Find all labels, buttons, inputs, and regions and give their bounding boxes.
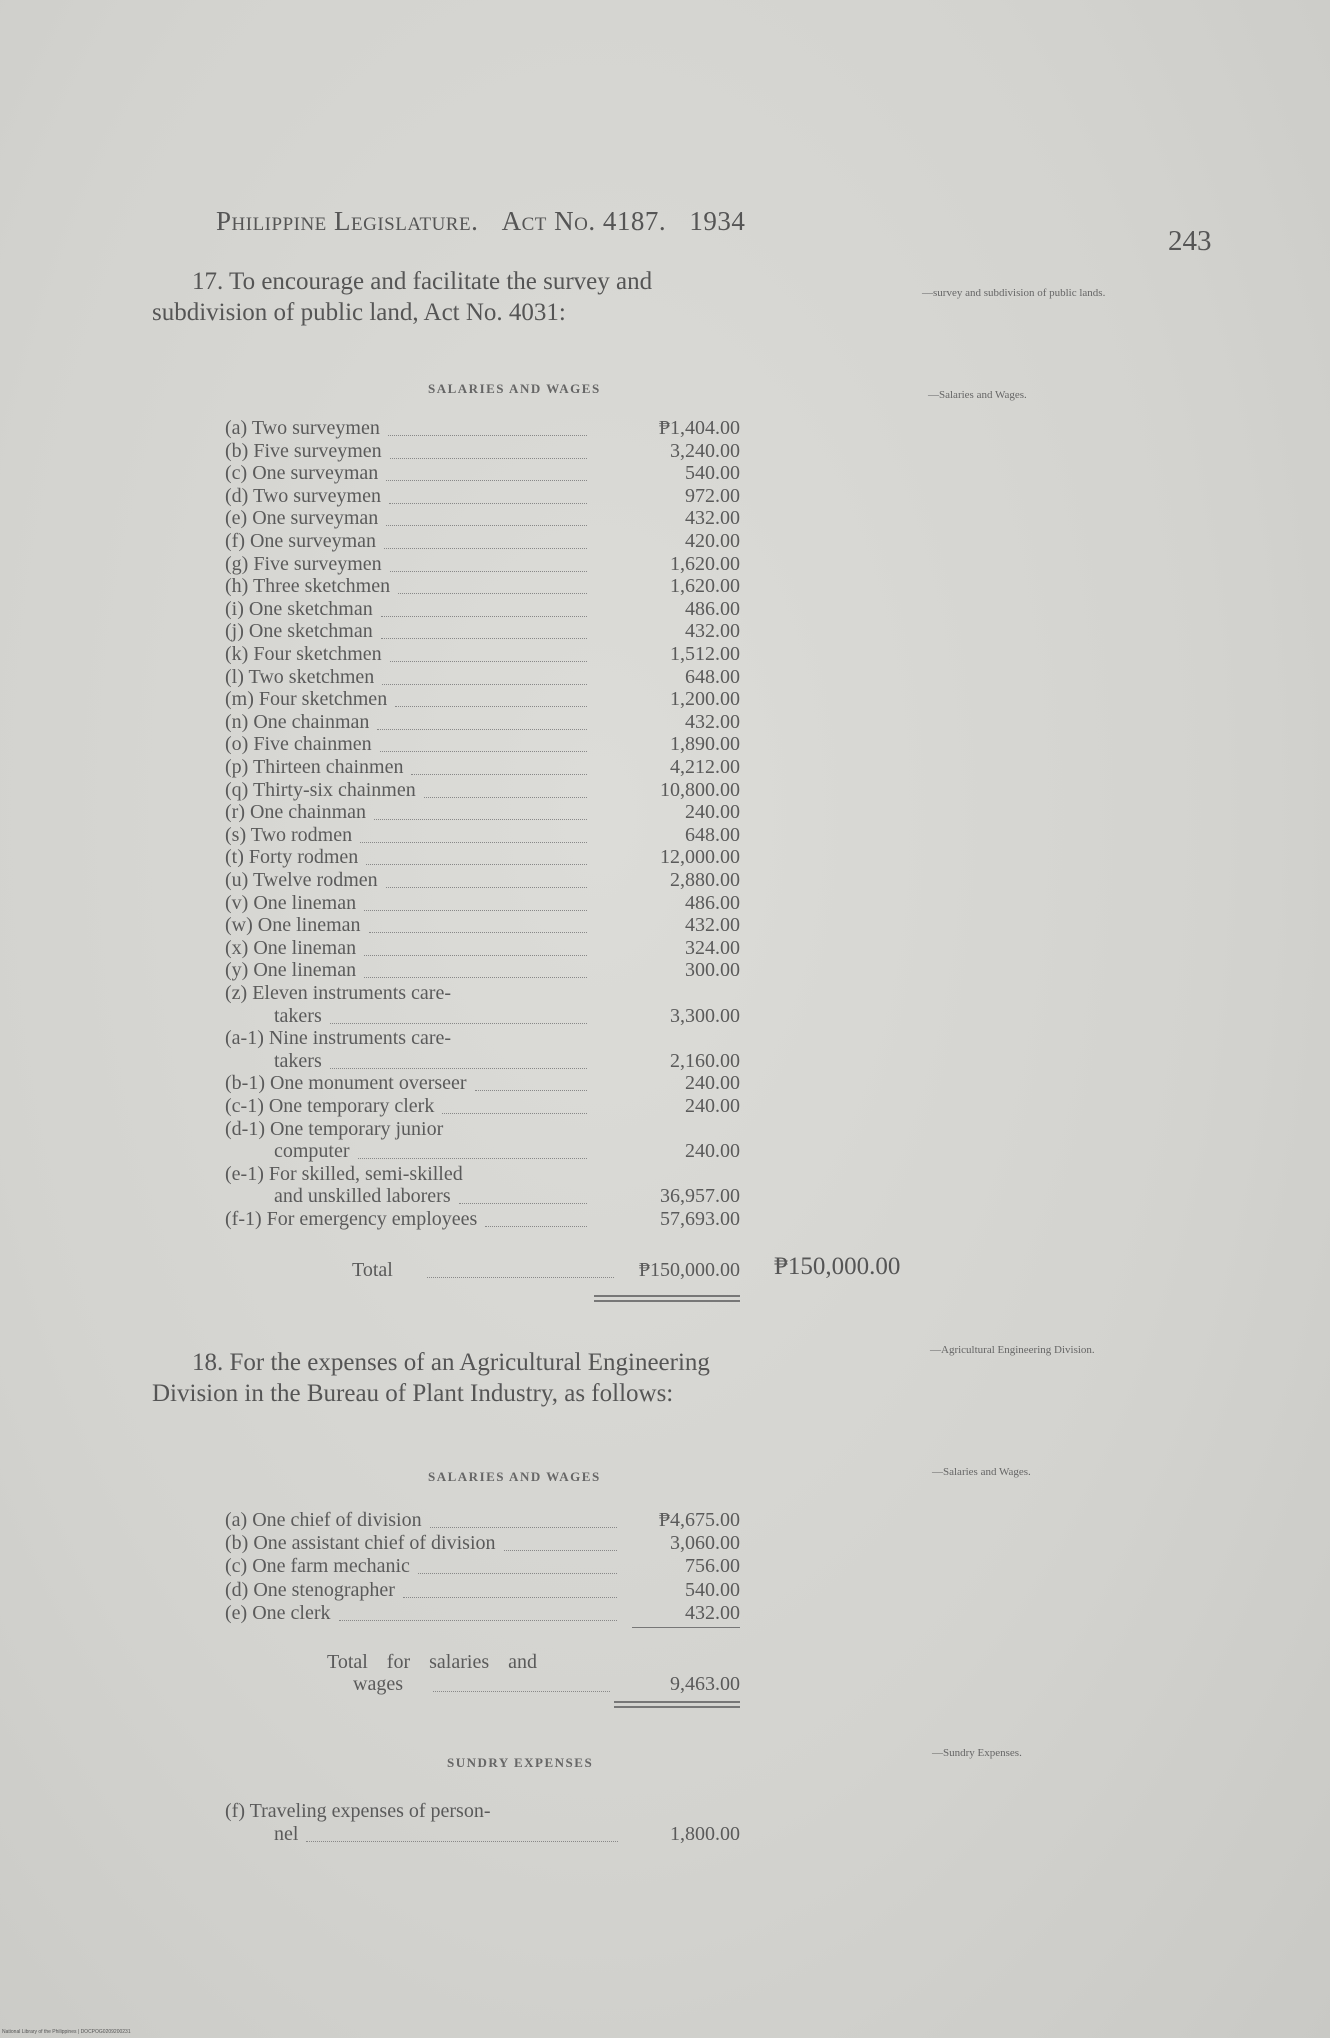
- line-item-amount: 432.00: [685, 710, 740, 733]
- leader-dots: [381, 638, 587, 639]
- total-double-rule-bottom: [614, 1706, 740, 1708]
- section-17-total-amount: ₱150,000.00: [638, 1259, 740, 1281]
- line-item-label: (p) Thirteen chainmen: [225, 756, 404, 778]
- section-17-total-row: [225, 1259, 740, 1282]
- line-item-amount: 3,240.00: [670, 439, 740, 462]
- line-item-amount: 648.00: [685, 665, 740, 688]
- total-double-rule-top: [594, 1295, 740, 1297]
- line-item-label: (d-1) One temporary junior: [225, 1117, 444, 1140]
- line-item-label: (e) One clerk: [225, 1601, 331, 1624]
- line-item: [225, 801, 740, 824]
- act-number: Act No. 4187.: [501, 206, 667, 236]
- line-item-label: (b) One assistant chief of division: [225, 1532, 496, 1555]
- leader-dots: [427, 1277, 614, 1278]
- line-item: [225, 598, 740, 621]
- line-item-amount: 1,620.00: [670, 552, 740, 575]
- total-double-rule-top: [614, 1701, 740, 1703]
- section-18-heading: SALARIES AND WAGES: [428, 1469, 601, 1484]
- line-item-label: (l) Two sketchmen: [225, 665, 375, 688]
- line-item-label: (b-1) One monument overseer: [225, 1072, 467, 1095]
- line-item-amount: 240.00: [685, 1072, 740, 1095]
- line-item-label: (z) Eleven instruments care-: [225, 982, 452, 1004]
- line-item-amount: 240.00: [685, 1095, 740, 1117]
- line-item: [225, 666, 740, 689]
- line-item: [225, 1072, 740, 1095]
- leader-dots: [504, 1550, 617, 1551]
- line-item: [225, 530, 740, 553]
- line-item: [225, 892, 740, 915]
- line-item-amount: 420.00: [685, 530, 740, 552]
- line-item: [225, 914, 740, 937]
- line-item-amount: 3,060.00: [670, 1532, 740, 1555]
- section-18-total-label-line2: wages: [353, 1673, 403, 1695]
- line-item-label-continued: takers: [274, 1049, 322, 1072]
- line-item-label: (q) Thirty-six chainmen: [225, 778, 416, 801]
- line-item-amount: 756.00: [685, 1555, 740, 1578]
- line-item-label-continued: computer: [274, 1140, 350, 1163]
- line-item-label: (f) Traveling expenses of person-: [225, 1800, 491, 1822]
- line-item: [225, 417, 740, 440]
- leader-dots: [430, 1527, 617, 1528]
- line-item-amount: 648.00: [685, 823, 740, 846]
- line-item-amount: ₱1,404.00: [658, 417, 740, 439]
- line-item-label: (c) One surveyman: [225, 462, 379, 485]
- line-item-label: (c) One farm mechanic: [225, 1555, 410, 1578]
- leader-dots: [424, 797, 587, 798]
- line-item-amount: 2,160.00: [670, 1049, 740, 1072]
- leader-dots: [330, 1068, 587, 1069]
- leader-dots: [403, 1597, 617, 1598]
- section-18-total-amount: 9,463.00: [670, 1673, 740, 1695]
- leader-dots: [374, 819, 587, 820]
- line-item-label: (o) Five chainmen: [225, 733, 372, 756]
- leader-dots: [366, 864, 587, 865]
- section-18-total-row-line1: [225, 1651, 740, 1674]
- leader-dots: [360, 842, 587, 843]
- line-item-label: (d) Two surveymen: [225, 484, 381, 507]
- line-item: [225, 462, 740, 485]
- line-item-label: (x) One lineman: [225, 936, 357, 959]
- line-item-amount: 2,880.00: [670, 869, 740, 891]
- line-item: [225, 711, 740, 734]
- line-item-label: (u) Twelve rodmen: [225, 869, 378, 891]
- line-item: [225, 824, 740, 847]
- line-item: [225, 1555, 740, 1578]
- line-item-amount: 432.00: [685, 1601, 740, 1624]
- line-item-amount: 972.00: [685, 484, 740, 507]
- line-item-label: (f) One surveyman: [225, 530, 377, 552]
- line-item-amount: 540.00: [685, 1578, 740, 1601]
- line-item-amount: 1,890.00: [670, 733, 740, 756]
- total-double-rule-bottom: [594, 1300, 740, 1302]
- section-18-total-row: [225, 1673, 740, 1696]
- line-item-label: (g) Five surveymen: [225, 552, 382, 575]
- leader-dots: [381, 616, 587, 617]
- line-item: [225, 869, 740, 892]
- line-item-label: (m) Four sketchmen: [225, 688, 388, 711]
- leader-dots: [382, 684, 587, 685]
- section-18-margin-title: —Agricultural Engineering Division.: [930, 1344, 1095, 1356]
- leader-dots: [418, 1573, 617, 1574]
- section-18-intro: 18. For the expenses of an Agricultural Engineering Division in the Bureau of Plant Industry, as follows:: [152, 1349, 710, 1407]
- leader-dots: [433, 1691, 610, 1692]
- subtotal-rule: [632, 1627, 740, 1628]
- section-18-margin-heading: —Salaries and Wages.: [932, 1466, 1031, 1478]
- leader-dots: [386, 525, 587, 526]
- line-item-label: (s) Two rodmen: [225, 823, 353, 846]
- line-item: [225, 1117, 740, 1163]
- line-item: [225, 937, 740, 960]
- line-item-label: (f-1) For emergency employees: [225, 1208, 478, 1230]
- page-number: 243: [1168, 225, 1212, 257]
- section-17-grand-total: ₱150,000.00: [774, 1253, 901, 1280]
- line-item: [225, 643, 740, 666]
- line-item-label: (w) One lineman: [225, 914, 361, 937]
- sundry-expenses-heading: SUNDRY EXPENSES: [447, 1755, 594, 1770]
- line-item-label: (k) Four sketchmen: [225, 643, 382, 665]
- line-item-label: (y) One lineman: [225, 959, 357, 982]
- line-item-amount: 486.00: [685, 891, 740, 914]
- line-item-label: (v) One lineman: [225, 891, 357, 914]
- line-item-amount: ₱4,675.00: [658, 1509, 740, 1531]
- line-item-label: (t) Forty rodmen: [225, 846, 359, 869]
- line-item-amount: 486.00: [685, 597, 740, 620]
- line-item: [225, 959, 740, 982]
- line-item-amount: 1,200.00: [670, 688, 740, 711]
- line-item: [225, 846, 740, 869]
- line-item: [225, 507, 740, 530]
- section-17-margin-heading: —Salaries and Wages.: [928, 389, 1027, 401]
- section-17-margin-title: —survey and subdivision of public lands.: [922, 287, 1106, 299]
- line-item-amount: 432.00: [685, 620, 740, 643]
- leader-dots: [369, 932, 587, 933]
- line-item-amount: 1,512.00: [670, 643, 740, 665]
- line-item: [225, 1602, 740, 1625]
- line-item: [225, 1027, 740, 1072]
- line-item: [225, 575, 740, 598]
- line-item-amount: 432.00: [685, 914, 740, 937]
- leader-dots: [364, 910, 587, 911]
- line-item: [225, 982, 740, 1027]
- line-item-amount: 540.00: [685, 462, 740, 485]
- line-item-amount: 57,693.00: [660, 1208, 740, 1230]
- leader-dots: [475, 1090, 587, 1091]
- section-17-total-label: Total: [352, 1259, 393, 1281]
- line-item-label: (b) Five surveymen: [225, 439, 382, 462]
- section-18-total-label-line1: Total for salaries and: [327, 1651, 537, 1673]
- section-17-heading: SALARIES AND WAGES: [428, 381, 601, 396]
- line-item-label: (j) One sketchman: [225, 620, 373, 643]
- line-item: [225, 733, 740, 756]
- line-item: [225, 779, 740, 802]
- line-item: [225, 1162, 740, 1208]
- line-item: [225, 1532, 740, 1555]
- line-item-label-continued: and unskilled laborers: [274, 1185, 451, 1208]
- line-item-label: (d) One stenographer: [225, 1578, 395, 1601]
- leader-dots: [389, 503, 587, 504]
- leader-dots: [386, 480, 587, 481]
- leader-dots: [339, 1620, 617, 1621]
- line-item-amount: 12,000.00: [660, 846, 740, 869]
- line-item-amount: 240.00: [685, 801, 740, 824]
- line-item-label: (c-1) One temporary clerk: [225, 1095, 435, 1117]
- line-item-label: (a) One chief of division: [225, 1509, 422, 1531]
- leader-dots: [330, 1023, 587, 1024]
- line-item-amount: 36,957.00: [660, 1185, 740, 1208]
- line-item-amount: 1,620.00: [670, 575, 740, 598]
- leader-dots: [380, 751, 587, 752]
- leader-dots: [442, 1113, 587, 1114]
- line-item: [225, 620, 740, 643]
- line-item-amount: 300.00: [685, 959, 740, 982]
- running-head-title: Philippine Legislature.: [216, 206, 479, 236]
- line-item: [225, 756, 740, 779]
- line-item-label: (a) Two surveymen: [225, 417, 380, 439]
- leader-dots: [364, 977, 587, 978]
- line-item-label: (a-1) Nine instruments care-: [225, 1027, 452, 1050]
- line-item-label-continued: nel: [274, 1823, 299, 1845]
- section-17-intro: 17. To encourage and facilitate the survey and subdivision of public land, Act No. 4031:: [152, 268, 653, 326]
- leader-dots: [390, 458, 587, 459]
- line-item: [225, 1208, 740, 1231]
- line-item: [225, 485, 740, 508]
- leader-dots: [395, 706, 587, 707]
- leader-dots: [485, 1226, 587, 1227]
- leader-dots: [459, 1203, 587, 1204]
- line-item-label-continued: takers: [274, 1004, 322, 1027]
- line-item-amount: 240.00: [685, 1140, 740, 1163]
- line-item-amount: 1,800.00: [670, 1823, 740, 1845]
- line-item-amount: 432.00: [685, 507, 740, 530]
- line-item-amount: 4,212.00: [670, 756, 740, 778]
- footer-credit: National Library of the Philippines | DOCPOG0209200231: [2, 2029, 131, 2035]
- leader-dots: [377, 729, 587, 730]
- leader-dots: [390, 571, 587, 572]
- line-item: [225, 688, 740, 711]
- leader-dots: [386, 887, 587, 888]
- line-item-label: (i) One sketchman: [225, 597, 373, 620]
- sundry-expenses-margin: —Sundry Expenses.: [932, 1747, 1022, 1759]
- line-item-amount: 3,300.00: [670, 1004, 740, 1027]
- line-item-label: (e) One surveyman: [225, 507, 379, 530]
- line-item: [225, 1509, 740, 1532]
- leader-dots: [384, 548, 587, 549]
- leader-dots: [388, 435, 587, 436]
- line-item: [225, 553, 740, 576]
- leader-dots: [390, 661, 587, 662]
- line-item-label: (h) Three sketchmen: [225, 575, 391, 598]
- act-year: 1934: [689, 206, 746, 236]
- leader-dots: [398, 593, 587, 594]
- line-item: [225, 1579, 740, 1602]
- line-item: [225, 440, 740, 463]
- line-item-label: (n) One chainman: [225, 710, 370, 733]
- line-item-label: (r) One chainman: [225, 801, 367, 824]
- leader-dots: [364, 955, 587, 956]
- line-item-amount: 10,800.00: [660, 778, 740, 801]
- line-item-amount: 324.00: [685, 936, 740, 959]
- line-item: [225, 1800, 740, 1845]
- line-item-label: (e-1) For skilled, semi-skilled: [225, 1162, 463, 1185]
- leader-dots: [306, 1841, 618, 1842]
- leader-dots: [358, 1158, 587, 1159]
- running-header: [216, 206, 745, 237]
- leader-dots: [411, 774, 587, 775]
- line-item: [225, 1095, 740, 1118]
